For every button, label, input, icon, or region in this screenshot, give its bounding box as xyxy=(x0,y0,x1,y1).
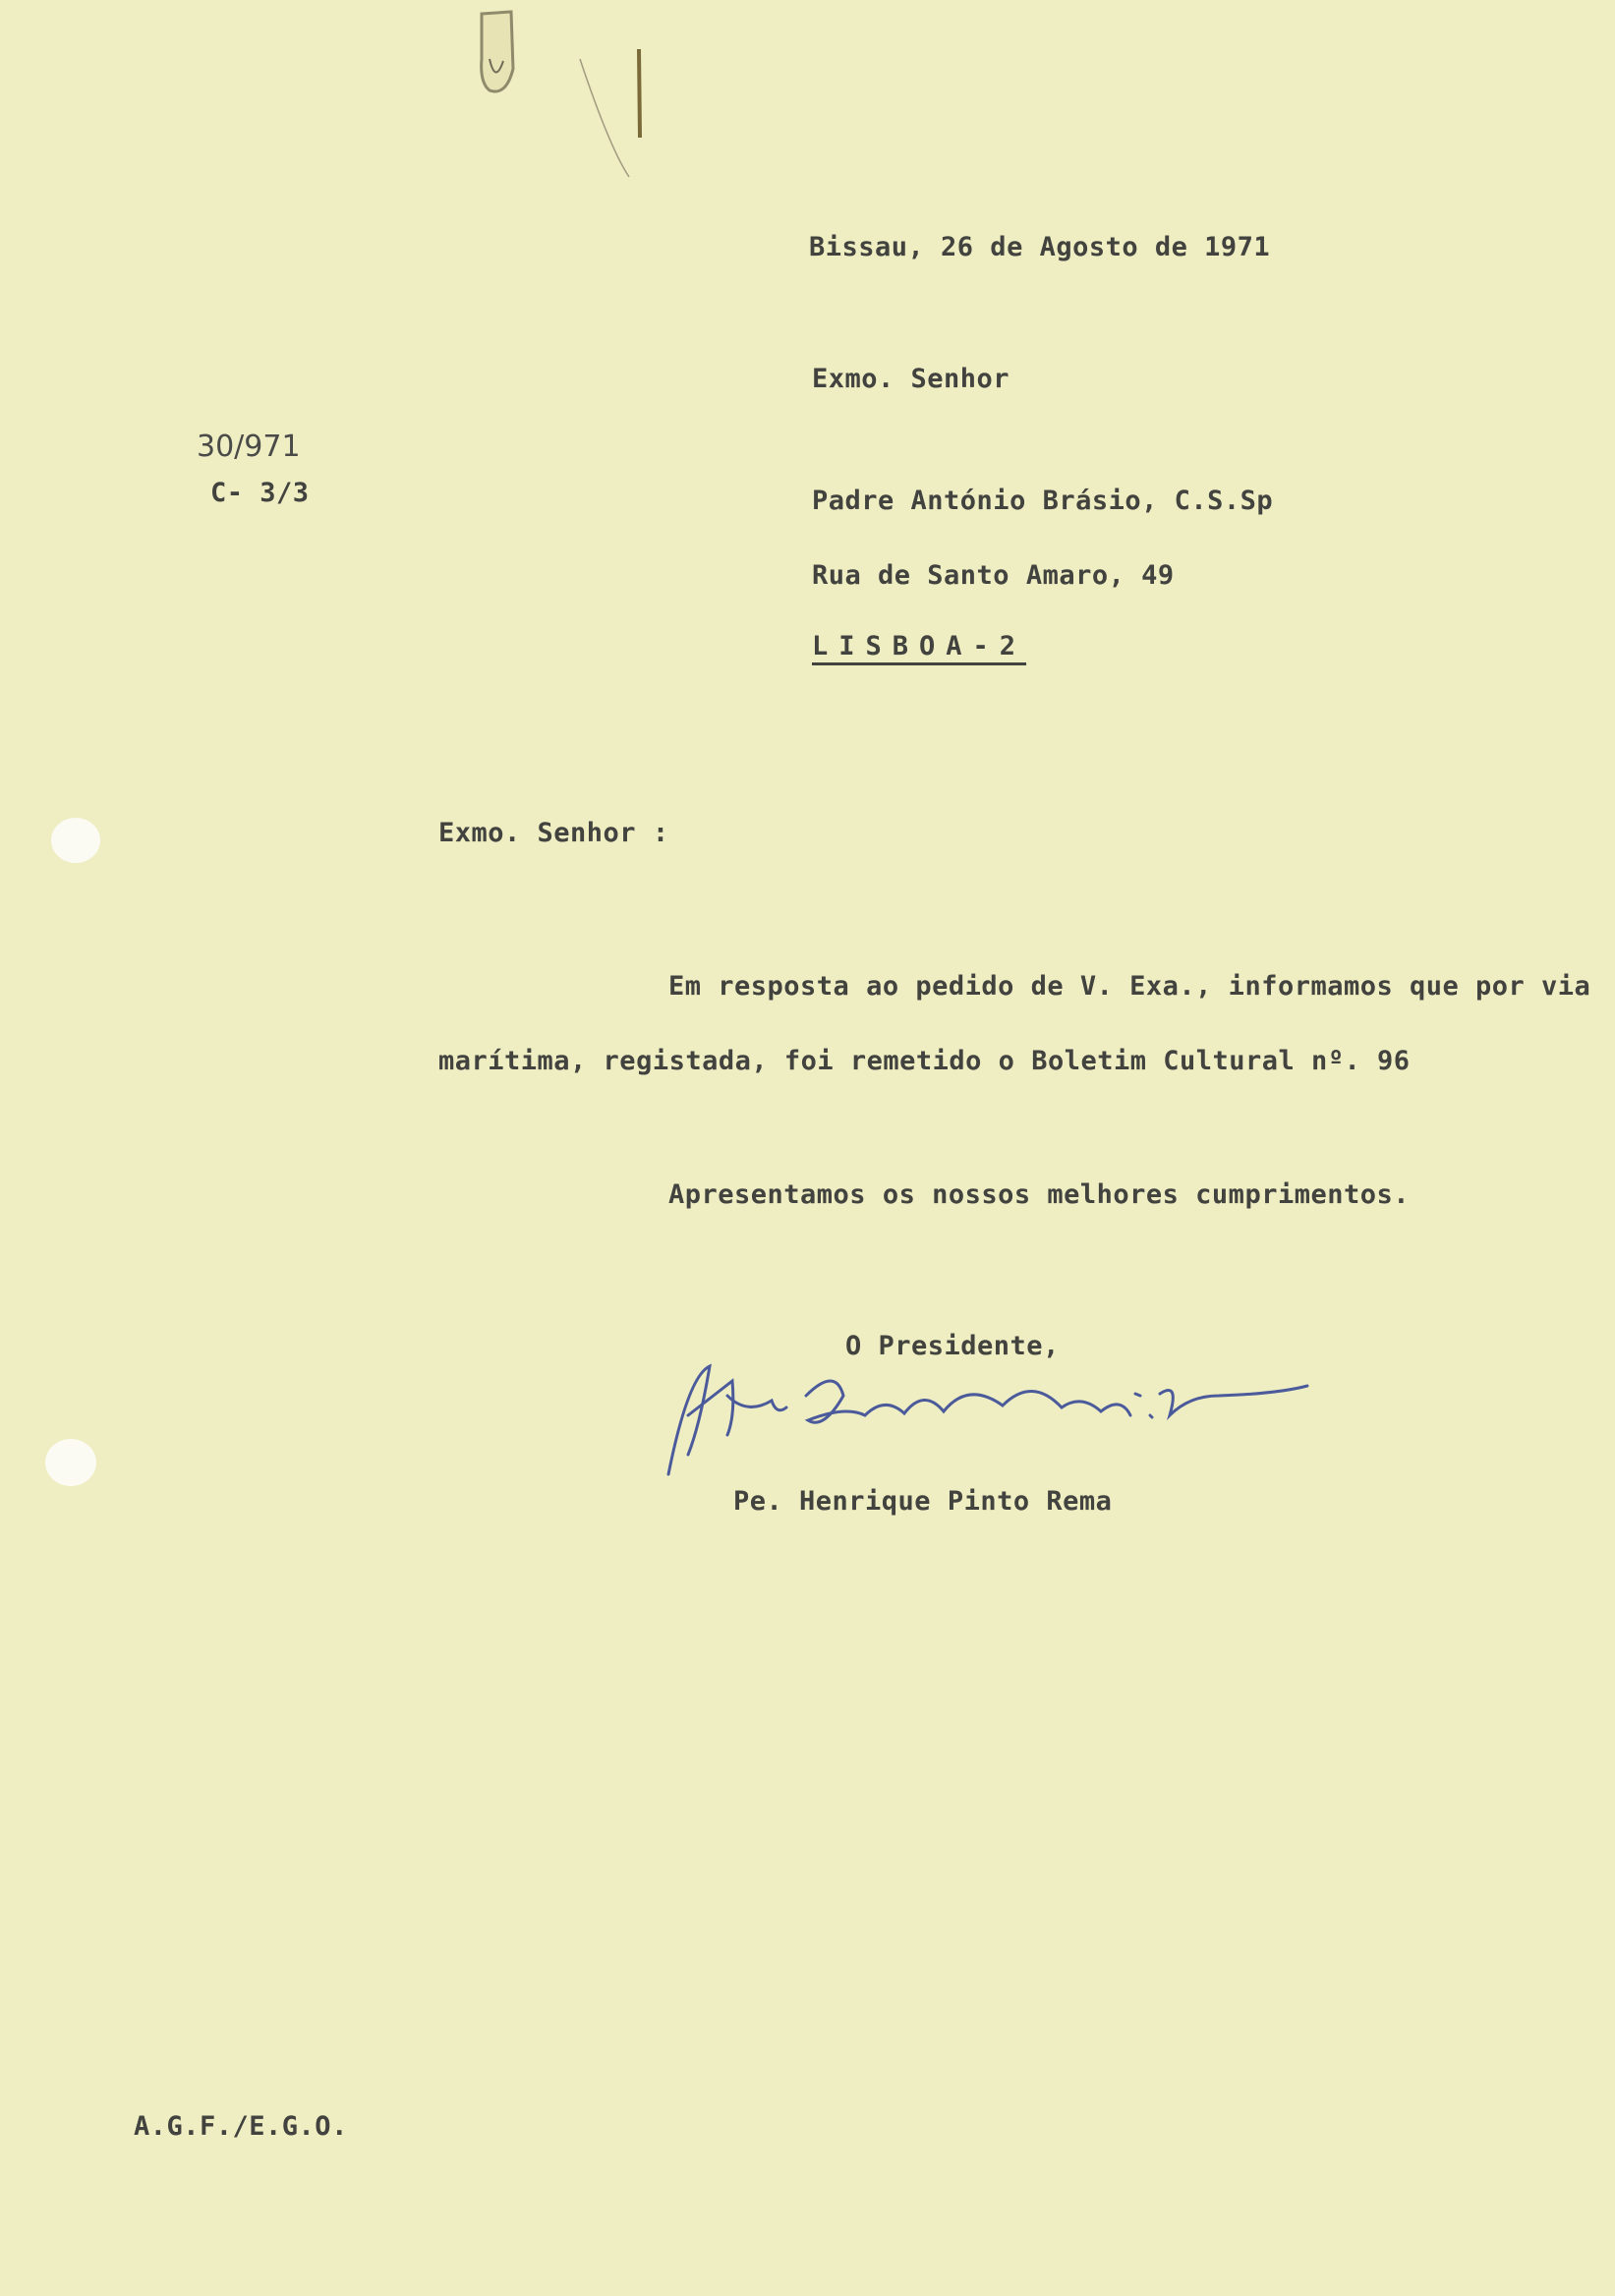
punch-hole-bottom xyxy=(45,1439,96,1486)
signatory-name: Pe. Henrique Pinto Rema xyxy=(733,1486,1113,1517)
paper-clip-mark xyxy=(482,12,640,177)
recipient-name: Padre António Brásio, C.S.Sp xyxy=(812,486,1274,516)
recipient-street: Rua de Santo Amaro, 49 xyxy=(812,560,1175,591)
punch-hole-top xyxy=(51,818,100,863)
recipient-city: LISBOA-2 xyxy=(812,631,1027,661)
greeting: Exmo. Senhor : xyxy=(438,818,669,848)
reference-code: C- 3/3 xyxy=(210,478,310,508)
signature-title: O Presidente, xyxy=(845,1331,1060,1361)
reference-number: 30/971 xyxy=(197,430,301,464)
salutation-top: Exmo. Senhor xyxy=(812,364,1010,394)
letter-date: Bissau, 26 de Agosto de 1971 xyxy=(809,232,1271,262)
body-line-2: marítima, registada, foi remetido o Boletim Cultural nº. 96 xyxy=(438,1046,1411,1076)
initials: A.G.F./E.G.O. xyxy=(134,2111,348,2142)
body-line-1: Em resposta ao pedido de V. Exa., informamos que por via xyxy=(668,971,1591,1002)
signature xyxy=(668,1366,1307,1474)
closing-line: Apresentamos os nossos melhores cumprimentos. xyxy=(668,1179,1410,1210)
